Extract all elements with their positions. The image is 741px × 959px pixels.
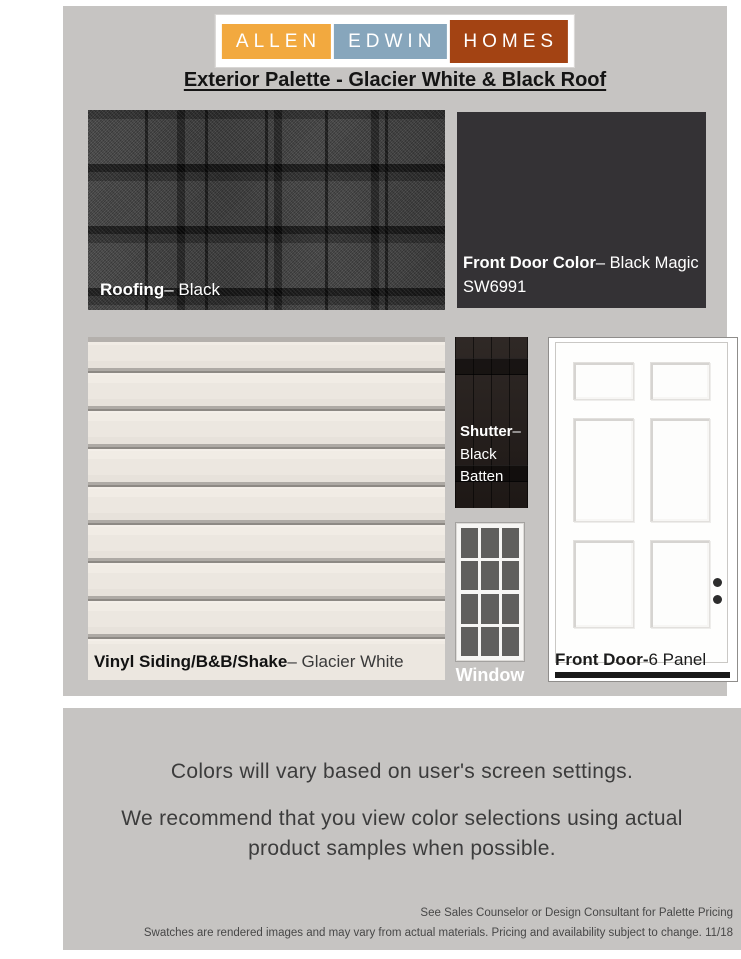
roofing-label	[100, 280, 220, 300]
door-sill	[555, 672, 730, 678]
footer-disclaimer	[73, 903, 733, 944]
footer-line-disclaimer: Swatches are rendered images and may vary from actual materials. Pricing and availability subject to change. 11/18	[143, 927, 733, 940]
front-door-swatch	[548, 337, 738, 682]
logo-word-allen: ALLEN	[222, 24, 331, 59]
product-samples-notice: We recommend that you view color selections using actual product samples when possible.	[121, 807, 683, 861]
roofing-label-detail: – Black	[164, 280, 220, 299]
siding-planks-image	[88, 337, 445, 644]
window-upper-sash	[461, 528, 519, 590]
window-lower-sash	[461, 594, 519, 656]
front-door-color-code: SW6991	[463, 278, 527, 297]
shutter-label-detail: – Black Batten	[460, 423, 521, 485]
siding-swatch	[88, 337, 445, 680]
window-label: Window	[455, 665, 525, 685]
front-door-color-label-name: Front Door Color	[463, 254, 596, 273]
door-panels	[555, 342, 728, 663]
logo-word-homes: HOMES	[449, 20, 568, 63]
upper-panel	[63, 6, 727, 696]
logo-word-edwin: EDWIN	[334, 24, 446, 59]
shutter-label	[460, 421, 526, 489]
front-door-label-detail: 6 Panel	[648, 650, 707, 669]
lower-panel	[63, 708, 741, 950]
shutter-label-name: Shutter	[460, 423, 513, 440]
front-door-label	[555, 650, 731, 670]
roofing-swatch	[88, 110, 445, 310]
window-swatch	[455, 522, 525, 662]
siding-label	[88, 644, 445, 680]
front-door-label-name: Front Door-	[555, 650, 649, 669]
shutter-swatch	[455, 337, 528, 508]
front-door-color-label-detail: – Black Magic	[595, 254, 699, 273]
doorknob-and-deadbolt	[713, 578, 722, 612]
shutter-top-rail	[455, 358, 528, 375]
page-title: Exterior Palette - Glacier White & Black Roof	[183, 69, 607, 91]
front-door-color-swatch	[457, 112, 706, 308]
roofing-label-name: Roofing	[100, 280, 165, 299]
allen-edwin-homes-logo	[215, 14, 575, 68]
siding-label-detail: – Glacier White	[287, 652, 404, 671]
screen-settings-notice: Colors will vary based on user's screen settings.	[170, 760, 634, 783]
footer-line-pricing: See Sales Counselor or Design Consultant for Palette Pricing	[420, 906, 733, 919]
front-door-color-label	[463, 252, 699, 300]
siding-label-name: Vinyl Siding/B&B/Shake	[94, 652, 288, 671]
